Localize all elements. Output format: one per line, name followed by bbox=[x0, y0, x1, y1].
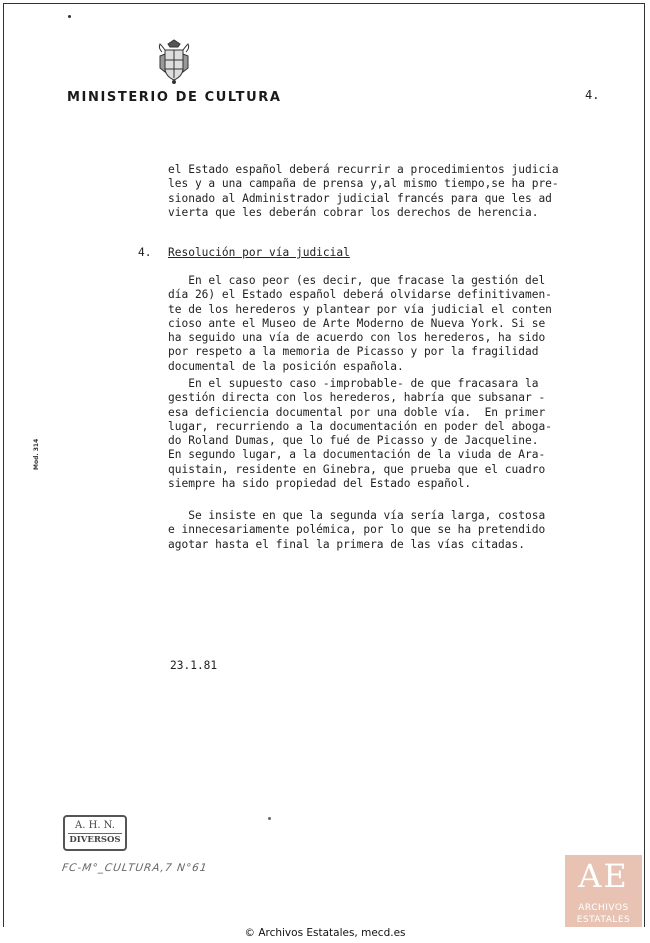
archivos-estatales-logo bbox=[565, 855, 642, 937]
handwritten-reference: FC-M°_CULTURA,7 N°61 bbox=[61, 862, 209, 874]
logo-mark: AE bbox=[578, 857, 629, 895]
form-code-label: Mod. 314 bbox=[33, 438, 40, 470]
ink-speck bbox=[68, 15, 71, 18]
stamp-line-2: DIVERSOS bbox=[69, 835, 121, 845]
coat-of-arms-icon bbox=[154, 38, 194, 84]
ministry-heading: MINISTERIO DE CULTURA bbox=[67, 90, 282, 105]
stamp-line-1: A. H. N. bbox=[75, 820, 115, 831]
paragraph-continuation: el Estado español deberá recurrir a procedimientos judicia les y a una campaña de prensa y,al mismo tiempo,se ha pre- sionado al Administrador judicial francés para que les ad vierta que les deberán cobrar los derechos de herencia. bbox=[168, 163, 559, 219]
section-title: Resolución por vía judicial bbox=[168, 246, 350, 259]
copyright-footer: © Archivos Estatales, mecd.es bbox=[0, 927, 650, 939]
page-number: 4. bbox=[585, 88, 600, 102]
ink-speck bbox=[268, 817, 271, 820]
paragraph-alternative: En el supuesto caso -improbable- de que fracasara la gestión directa con los herederos, habría que subsanar - esa deficiencia documental por una doble vía. En primer lugar, recurriendo a la documentación en poder del aboga- do Roland Dumas, que lo fué de Picasso y de Jacqueline. En segundo lugar, a la documentación de la viuda de Ara- quistain, residente en Ginebra, que prueba que el cuadro siempre ha sido propiedad del Estado español. bbox=[168, 377, 552, 491]
paragraph-worst-case: En el caso peor (es decir, que fracase la gestión del día 26) el Estado español deberá olvidarse definitivamen- te de los herederos y plantear por vía judicial el conten cioso ante el Museo de Arte Moderno de Nueva York. Si se ha seguido una vía de acuerdo con los herederos, ha sido por respeto a la memoria de Picasso y por la fragilidad documental de la posición española. bbox=[168, 274, 552, 373]
logo-text-line-1: ARCHIVOS bbox=[578, 903, 629, 913]
logo-text-line-2: ESTATALES bbox=[576, 915, 631, 925]
paragraph-conclusion: Se insiste en que la segunda vía sería larga, costosa e innecesariamente polémica, por lo que se ha pretendido agotar hasta el final la primera de las vías citadas. bbox=[168, 509, 546, 551]
section-number: 4. bbox=[138, 246, 152, 259]
document-date: 23.1.81 bbox=[170, 659, 218, 672]
archive-stamp bbox=[63, 815, 127, 851]
